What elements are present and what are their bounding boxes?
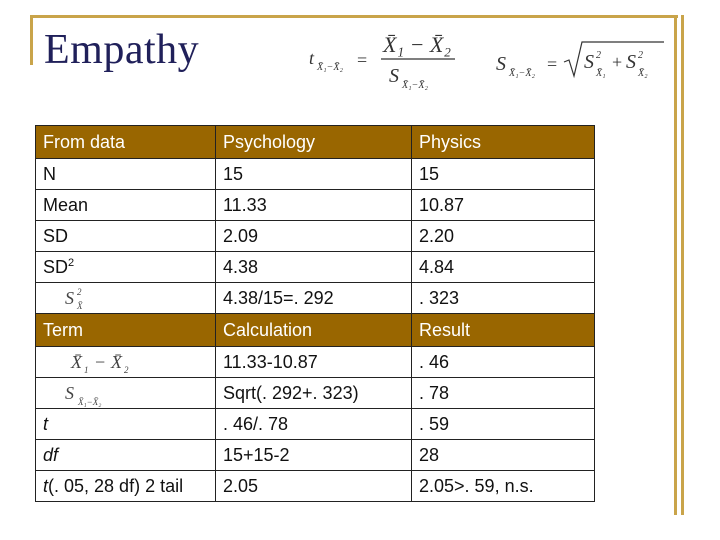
table-row <box>36 409 595 440</box>
psych-value: 11.33 <box>216 190 412 221</box>
table-row <box>36 471 595 502</box>
svg-text:X̄: X̄ <box>77 301 83 311</box>
calc-value: . 46/. 78 <box>216 409 412 440</box>
mean-difference-formula <box>43 348 153 376</box>
row-label <box>36 252 216 283</box>
phys-value: 10.87 <box>412 190 595 221</box>
header-cell: From data <box>36 126 216 159</box>
result-value: . 59 <box>412 409 595 440</box>
svg-text:=: = <box>547 54 558 74</box>
result-value: 28 <box>412 440 595 471</box>
phys-value: 15 <box>412 159 595 190</box>
header-cell: Psychology <box>216 126 412 159</box>
table-row <box>36 252 595 283</box>
calc-value: 2.05 <box>216 471 412 502</box>
svg-text:S: S <box>626 51 636 73</box>
svg-text:S: S <box>496 53 506 75</box>
table-row <box>36 221 595 252</box>
svg-text:−: − <box>95 352 106 372</box>
table-row <box>36 283 595 314</box>
svg-text:X̄₁−X̄₂: X̄₁−X̄₂ <box>509 68 535 79</box>
svg-text:X̄₁−X̄₂: X̄₁−X̄₂ <box>317 62 343 73</box>
svg-text:+: + <box>612 52 623 72</box>
svg-text:S: S <box>389 65 399 87</box>
frame-top-line <box>30 15 678 18</box>
result-value: 2.05>. 59, n.s. <box>412 471 595 502</box>
calc-value: Sqrt(. 292+. 323) <box>216 378 412 409</box>
table-row <box>36 347 595 378</box>
header-cell: Term <box>36 314 216 347</box>
row-label: Mean <box>36 190 216 221</box>
calc-value: 11.33-10.87 <box>216 347 412 378</box>
svg-text:1: 1 <box>84 365 89 375</box>
psych-value: 4.38 <box>216 252 412 283</box>
row-label-formula <box>36 378 216 409</box>
header-cell: Result <box>412 314 595 347</box>
header-cell: Calculation <box>216 314 412 347</box>
row-label-formula <box>36 347 216 378</box>
result-value: . 78 <box>412 378 595 409</box>
svg-text:S: S <box>65 383 74 403</box>
row-label: t <box>36 409 216 440</box>
svg-text:X̄₂: X̄₂ <box>638 68 648 79</box>
term-header-row <box>36 314 595 347</box>
row-label-text: SD <box>43 256 69 277</box>
svg-text:t: t <box>309 48 315 68</box>
svg-text:S: S <box>584 51 594 73</box>
statistics-table <box>35 125 595 502</box>
svg-text:2: 2 <box>638 50 643 61</box>
row-label-t: t <box>43 475 49 496</box>
table-header-row <box>36 126 595 159</box>
row-label-superscript: 2 <box>68 256 75 269</box>
psych-value: 2.09 <box>216 221 412 252</box>
svg-text:2: 2 <box>124 365 129 375</box>
t-formula <box>305 28 465 98</box>
calc-value: 15+15-2 <box>216 440 412 471</box>
svg-text:S: S <box>65 288 74 308</box>
svg-text:X̄₁−X̄₂: X̄₁−X̄₂ <box>78 397 102 407</box>
standard-error-formula <box>43 379 153 407</box>
table-row <box>36 378 595 409</box>
row-label: df <box>36 440 216 471</box>
header-cell: Physics <box>412 126 595 159</box>
s-formula <box>492 32 672 92</box>
svg-text:X̄₁−X̄₂: X̄₁−X̄₂ <box>402 80 428 91</box>
svg-text:X̄: X̄ <box>71 352 82 372</box>
row-label-formula <box>36 283 216 314</box>
result-value: . 46 <box>412 347 595 378</box>
svg-text:2: 2 <box>596 50 601 61</box>
phys-value: . 323 <box>412 283 595 314</box>
slide-title: Empathy <box>44 27 200 73</box>
table-row <box>36 159 595 190</box>
row-label: N <box>36 159 216 190</box>
frame-left-line <box>30 15 33 65</box>
svg-text:=: = <box>357 50 368 70</box>
svg-text:X̄₁: X̄₁ <box>596 68 606 79</box>
svg-text:X̄₁ − X̄₂: X̄₁ − X̄₂ <box>383 32 452 57</box>
frame-right-lines <box>674 15 684 515</box>
table-row <box>36 440 595 471</box>
row-label-rest: (. 05, 28 df) 2 tail <box>48 475 184 496</box>
svg-text:X̄: X̄ <box>111 352 122 372</box>
row-label <box>36 471 216 502</box>
psych-value: 15 <box>216 159 412 190</box>
s-squared-xbar-formula <box>43 284 113 312</box>
row-label: SD <box>36 221 216 252</box>
psych-value: 4.38/15=. 292 <box>216 283 412 314</box>
svg-text:2: 2 <box>77 287 82 297</box>
table-row <box>36 190 595 221</box>
phys-value: 4.84 <box>412 252 595 283</box>
phys-value: 2.20 <box>412 221 595 252</box>
